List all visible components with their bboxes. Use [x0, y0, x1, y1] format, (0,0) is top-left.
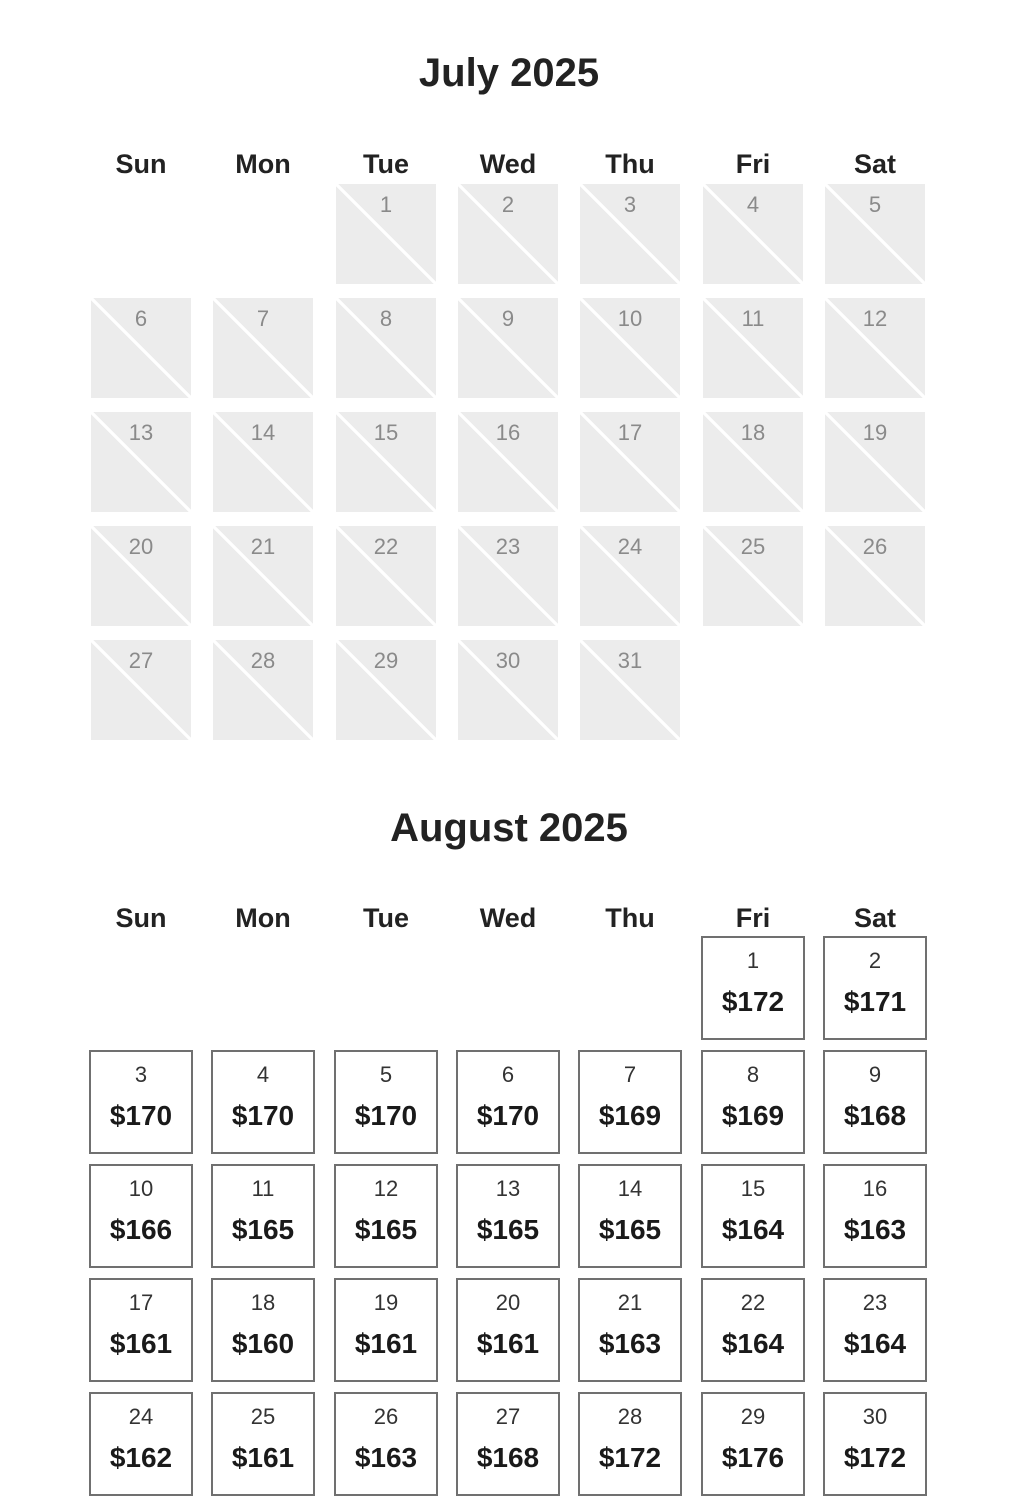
day-number: 23: [495, 534, 521, 559]
weekday-tue: Tue: [363, 903, 409, 933]
day-number: 29: [373, 648, 399, 673]
day-number: 30: [495, 648, 521, 673]
day-cell[interactable]: [211, 1164, 315, 1268]
day-number: 22: [740, 1290, 766, 1315]
day-cell-unavailable: [336, 526, 436, 626]
day-price: $164: [721, 1328, 785, 1359]
weekday-fri: Fri: [735, 903, 771, 933]
day-cell[interactable]: [701, 1164, 805, 1268]
day-cell-unavailable: [336, 298, 436, 398]
day-number: 2: [501, 192, 515, 217]
day-cell-unavailable: [91, 412, 191, 512]
day-number: 21: [250, 534, 276, 559]
day-number: 28: [250, 648, 276, 673]
day-number: 11: [741, 306, 765, 331]
weekday-mon: Mon: [235, 903, 291, 933]
day-number: 1: [746, 948, 760, 973]
day-number: 17: [128, 1290, 154, 1315]
day-number: 31: [617, 648, 643, 673]
day-cell-unavailable: [213, 412, 313, 512]
day-number: 6: [134, 306, 148, 331]
day-cell-unavailable: [213, 640, 313, 740]
day-cell[interactable]: [701, 1050, 805, 1154]
day-cell-unavailable: [703, 526, 803, 626]
day-cell-unavailable: [703, 298, 803, 398]
day-number: 9: [868, 1062, 882, 1087]
day-cell[interactable]: [701, 1278, 805, 1382]
day-number: 26: [373, 1404, 399, 1429]
day-number: 10: [128, 1176, 154, 1201]
day-cell[interactable]: [578, 1392, 682, 1496]
day-number: 10: [617, 306, 643, 331]
day-price: $172: [843, 1442, 907, 1473]
weekday-sat: Sat: [853, 903, 897, 933]
day-number: 14: [617, 1176, 643, 1201]
day-cell[interactable]: [578, 1050, 682, 1154]
day-number: 19: [373, 1290, 399, 1315]
day-number: 18: [250, 1290, 276, 1315]
day-cell[interactable]: [823, 1392, 927, 1496]
day-cell-unavailable: [336, 184, 436, 284]
day-number: 4: [746, 192, 760, 217]
day-price: $163: [354, 1442, 418, 1473]
day-cell[interactable]: [89, 1392, 193, 1496]
day-price: $170: [476, 1100, 540, 1131]
day-price: $165: [354, 1214, 418, 1245]
day-cell[interactable]: [334, 1392, 438, 1496]
day-cell[interactable]: [334, 1050, 438, 1154]
day-number: 16: [862, 1176, 888, 1201]
day-price: $165: [598, 1214, 662, 1245]
day-price: $171: [843, 986, 907, 1017]
day-number: 25: [740, 534, 766, 559]
day-cell-unavailable: [91, 298, 191, 398]
day-price: $161: [231, 1442, 295, 1473]
day-number: 9: [501, 306, 515, 331]
weekday-tue: Tue: [363, 149, 409, 179]
day-cell-unavailable: [703, 412, 803, 512]
day-number: 7: [256, 306, 270, 331]
weekday-header-august: [0, 901, 1018, 935]
day-cell[interactable]: [89, 1050, 193, 1154]
day-number: 12: [373, 1176, 399, 1201]
day-number: 8: [379, 306, 393, 331]
day-price: $162: [109, 1442, 173, 1473]
weekday-sun: Sun: [115, 149, 167, 179]
day-cell-unavailable: [703, 184, 803, 284]
weekday-wed: Wed: [479, 903, 537, 933]
day-cell-unavailable: [580, 184, 680, 284]
day-number: 15: [740, 1176, 766, 1201]
day-number: 5: [379, 1062, 393, 1087]
day-number: 27: [495, 1404, 521, 1429]
day-cell-unavailable: [458, 298, 558, 398]
day-number: 4: [256, 1062, 270, 1087]
day-number: 24: [128, 1404, 154, 1429]
day-price: $165: [476, 1214, 540, 1245]
day-cell[interactable]: [211, 1278, 315, 1382]
day-number: 20: [495, 1290, 521, 1315]
day-price: $168: [476, 1442, 540, 1473]
weekday-wed: Wed: [479, 149, 537, 179]
day-cell[interactable]: [578, 1164, 682, 1268]
day-price: $164: [721, 1214, 785, 1245]
day-cell[interactable]: [456, 1050, 560, 1154]
day-number: 17: [617, 420, 643, 445]
day-price: $172: [721, 986, 785, 1017]
day-number: 12: [862, 306, 888, 331]
day-cell[interactable]: [456, 1164, 560, 1268]
day-cell[interactable]: [578, 1278, 682, 1382]
day-number: 8: [746, 1062, 760, 1087]
weekday-thu: Thu: [605, 903, 655, 933]
day-price: $172: [598, 1442, 662, 1473]
day-cell-unavailable: [825, 184, 925, 284]
day-number: 11: [251, 1176, 275, 1201]
day-cell-unavailable: [580, 640, 680, 740]
day-cell[interactable]: [701, 1392, 805, 1496]
day-cell[interactable]: [334, 1278, 438, 1382]
day-price: $165: [231, 1214, 295, 1245]
day-number: 13: [495, 1176, 521, 1201]
day-number: 2: [868, 948, 882, 973]
day-number: 3: [134, 1062, 148, 1087]
day-cell-unavailable: [825, 526, 925, 626]
month-title-august: August 2025: [390, 806, 628, 850]
day-price: $160: [231, 1328, 295, 1359]
day-cell-unavailable: [458, 640, 558, 740]
day-number: 21: [617, 1290, 643, 1315]
day-cell-unavailable: [825, 298, 925, 398]
day-cell[interactable]: [823, 936, 927, 1040]
day-price: $169: [598, 1100, 662, 1131]
day-price: $164: [843, 1328, 907, 1359]
month-title-july: July 2025: [418, 51, 600, 95]
day-price: $169: [721, 1100, 785, 1131]
day-number: 3: [623, 192, 637, 217]
day-cell-unavailable: [580, 298, 680, 398]
day-price: $163: [843, 1214, 907, 1245]
day-cell-unavailable: [580, 526, 680, 626]
day-price: $163: [598, 1328, 662, 1359]
weekday-sun: Sun: [115, 903, 167, 933]
day-price: $176: [721, 1442, 785, 1473]
day-number: 27: [128, 648, 154, 673]
day-cell[interactable]: [334, 1164, 438, 1268]
day-number: 13: [128, 420, 154, 445]
day-cell-unavailable: [458, 184, 558, 284]
day-number: 22: [373, 534, 399, 559]
day-cell[interactable]: [456, 1278, 560, 1382]
day-cell-unavailable: [580, 412, 680, 512]
day-number: 16: [495, 420, 521, 445]
day-cell-unavailable: [91, 526, 191, 626]
day-cell[interactable]: [823, 1050, 927, 1154]
day-cell-unavailable: [213, 298, 313, 398]
day-number: 18: [740, 420, 766, 445]
day-cell[interactable]: [211, 1050, 315, 1154]
day-price: $170: [354, 1100, 418, 1131]
day-number: 6: [501, 1062, 515, 1087]
day-price: $161: [354, 1328, 418, 1359]
weekday-thu: Thu: [605, 149, 655, 179]
day-price: $166: [109, 1214, 173, 1245]
day-number: 25: [250, 1404, 276, 1429]
day-number: 1: [379, 192, 393, 217]
day-cell[interactable]: [211, 1392, 315, 1496]
day-cell-unavailable: [336, 412, 436, 512]
day-number: 30: [862, 1404, 888, 1429]
day-cell[interactable]: [823, 1164, 927, 1268]
day-number: 20: [128, 534, 154, 559]
day-cell-unavailable: [458, 412, 558, 512]
day-number: 28: [617, 1404, 643, 1429]
day-number: 19: [862, 420, 888, 445]
day-price: $170: [109, 1100, 173, 1131]
day-number: 14: [250, 420, 276, 445]
day-price: $168: [843, 1100, 907, 1131]
day-cell[interactable]: [823, 1278, 927, 1382]
day-cell[interactable]: [701, 936, 805, 1040]
day-price: $170: [231, 1100, 295, 1131]
day-cell-unavailable: [825, 412, 925, 512]
day-cell-unavailable: [336, 640, 436, 740]
day-cell-unavailable: [213, 526, 313, 626]
day-cell[interactable]: [89, 1164, 193, 1268]
day-number: 29: [740, 1404, 766, 1429]
weekday-mon: Mon: [235, 149, 291, 179]
day-price: $161: [109, 1328, 173, 1359]
day-price: $161: [476, 1328, 540, 1359]
day-cell[interactable]: [456, 1392, 560, 1496]
weekday-fri: Fri: [735, 149, 771, 179]
weekday-header-july: [0, 147, 1018, 181]
day-cell[interactable]: [89, 1278, 193, 1382]
day-number: 5: [868, 192, 882, 217]
day-number: 7: [623, 1062, 637, 1087]
day-number: 23: [862, 1290, 888, 1315]
weekday-sat: Sat: [853, 149, 897, 179]
day-number: 24: [617, 534, 643, 559]
day-cell-unavailable: [91, 640, 191, 740]
day-cell-unavailable: [458, 526, 558, 626]
day-number: 26: [862, 534, 888, 559]
day-number: 15: [373, 420, 399, 445]
